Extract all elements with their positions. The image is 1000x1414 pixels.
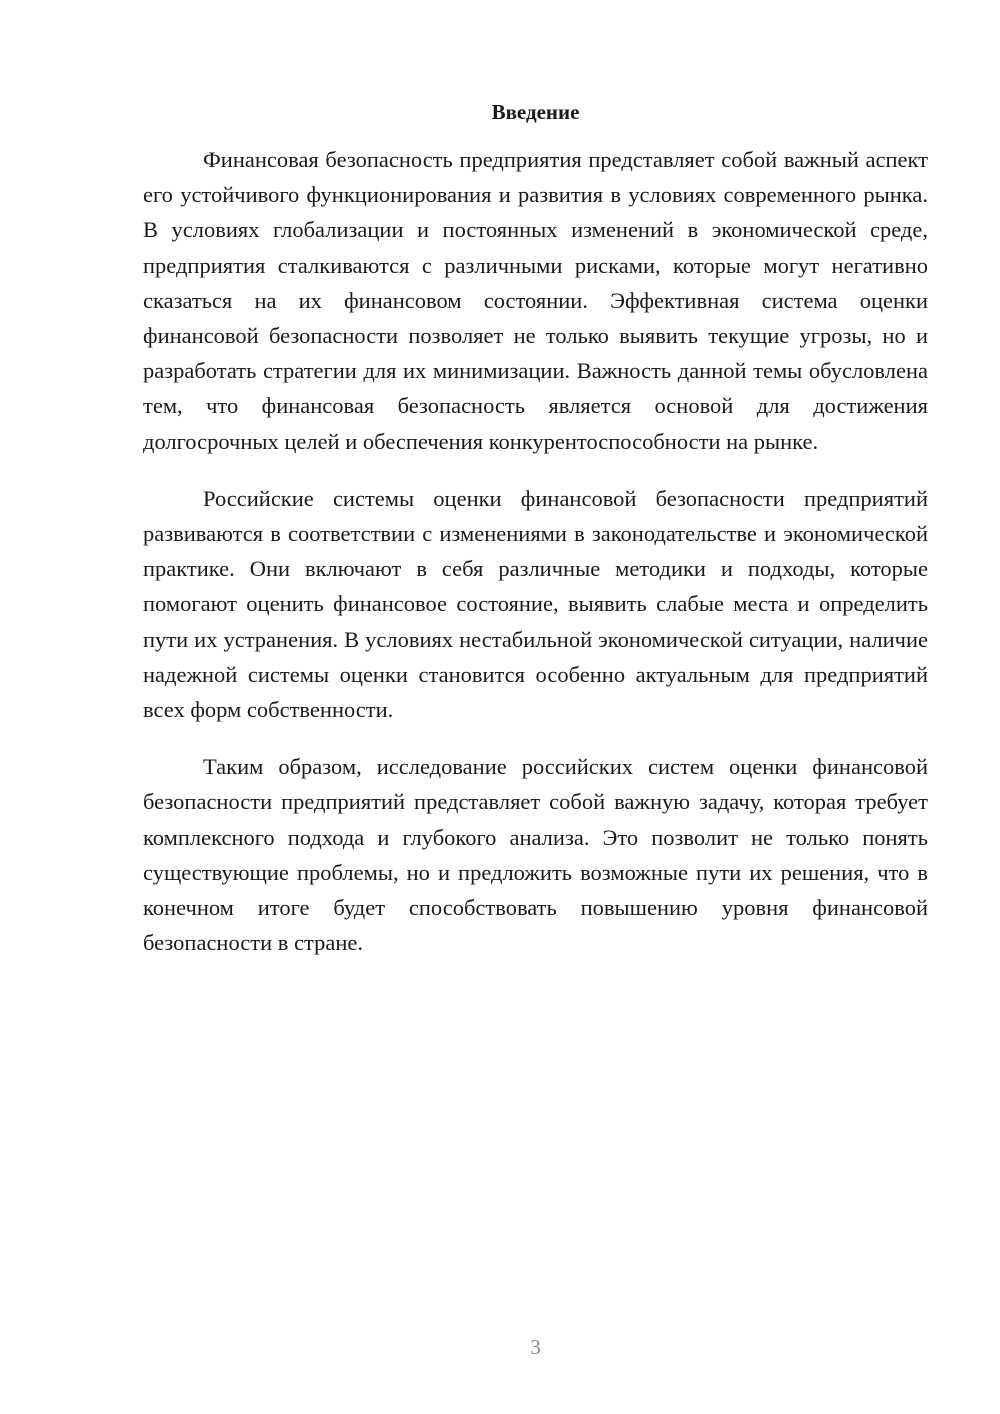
section-heading: Введение <box>491 100 580 124</box>
page-number: 3 <box>530 1335 541 1359</box>
paragraph-1: Финансовая безопасность предприятия представляет собой важный аспект его устойчивого функционирования и развития в условиях современного рынка. В условиях глобализации и постоянных изменений в экономической среде, предприятия сталкиваются с различными рисками, которые могут негативно сказаться на их финансовом состоянии. Эффективная система оценки финансовой безопасности позволяет не только выявить текущие угрозы, но и разработать стратегии для их минимизации. Важность данной темы обусловлена тем, что финансовая безопасность является основой для достижения долгосрочных целей и обеспечения конкурентоспособности на рынке. <box>143 147 928 454</box>
paragraph-3: Таким образом, исследование российских систем оценки финансовой безопасности предприятий представляет собой важную задачу, которая требует комплексного подхода и глубокого анализа. Это позволит не только понять существующие проблемы, но и предложить возможные пути их решения, что в конечном итоге будет способствовать повышению уровня финансовой безопасности в стране. <box>143 754 928 956</box>
document-body <box>143 142 928 982</box>
paragraph-2: Российские системы оценки финансовой безопасности предприятий развиваются в соответствии с изменениями в законодательстве и экономической практике. Они включают в себя различные методики и подходы, которые помогают оценить финансовое состояние, выявить слабые места и определить пути их устранения. В условиях нестабильной экономической ситуации, наличие надежной системы оценки становится особенно актуальным для предприятий всех форм собственности. <box>143 485 928 723</box>
